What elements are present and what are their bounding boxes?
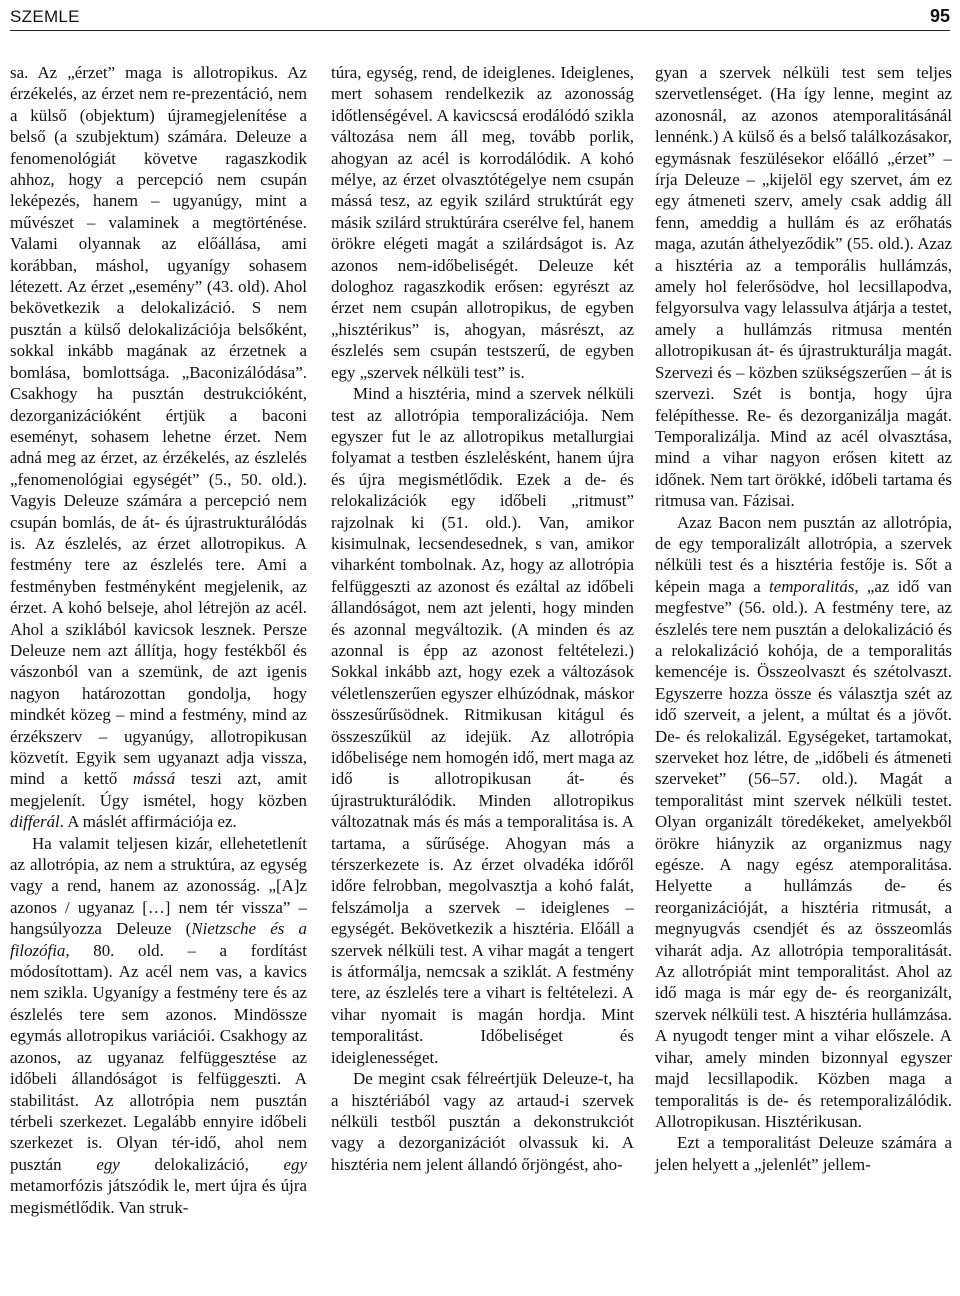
running-header	[10, 2, 950, 31]
section-title: SZEMLE	[10, 7, 80, 26]
paragraph: sa. Az „érzet” maga is allotropikus. Az érzékelés, az érzet nem re-prezentáció, nem a külső (objektum) újramegjelenítése a belső (a szubjektum) számára. Deleuze a fenomenológiát követve ragaszkodik ahhoz, hogy a percepció nem csupán leképezés, hanem – ugyanúgy, mint a művészet – valaminek a megtörténése. Valami olyannak az előállása, ami korábban, máshol, ugyanígy sohasem létezett. Az érzet „esemény” (43. old). Ahol bekövetkezik a delokalizáció. S nem pusztán a külső delokalizációja belsőként, sokkal inkább magának az érzetnek a bomlása, bomlottsága. „Baconizálódása”. Csakhogy ha pusztán destrukcióként, dezorganizációként értjük a baconi eseményt, sohasem lehetne érzet. Nem adná meg az érzet, az érzékelés, az észlelés „fenomenológiai egységét” (5., 50. old.). Vagyis Deleuze számára a percepció nem csupán bomlás, de át- és újrastrukturálódás is. Az észlelés, az érzet allotropikus. A festmény tere az észlelés tere. Ami a festményben festményként megjelenik, az érzet. A kohó belseje, ahol létrejön az acél. Ahol a sziklából kavicsok lesznek. Persze Deleuze nem azt állítja, hogy festékből és vászonból van a szemünk, de azt igenis nagyon határozottan gondolja, hogy mindkét közeg – mind a festmény, mind az érzékszerv – ugyanúgy, allotropikusan közvetít. Egyik sem ugyanazt adja vissza, mind a kettő mássá teszi azt, amit megjelenít. Úgy ismétel, hogy közben differál. A máslét affirmációja ez.	[10, 63, 307, 832]
page-number: 95	[929, 6, 950, 26]
paragraph: gyan a szervek nélküli test sem teljes szervetlenséget. (Ha így lenne, megint az azonosnál, az azonos atemporalitásánál lennénk.) A külső és a belső találkozásakor, egymásnak feszülésekor előálló „érzet” – írja Deleuze – „kijelöl egy szervet, ám ez egy átmeneti szerv, amely csak addig áll fenn, ameddig a hullám és az erőhatás maga, azután áthelyeződik” (55. old.). Azaz a hisztéria az a temporális hullámzás, amely hol felerősödve, hol lecsillapodva, felgyorsulva vagy lelassulva átjárja a testet, amely a hullámzás ritmusa mentén allotropikusan át- és újrastrukturálja magát. Szervezi és – közben szükségszerűen – át is szervezi. Szét is bontja, hogy újra felépíthesse. Re- és dezorganizálja magát. Temporalizálja. Mind az acél olvasztása, mind a vihar nagyon erősen kitett az időnek. Nem tart örökké, időbeli tartama és ritmusa van. Fázisai.	[655, 63, 952, 511]
paragraph: Azaz Bacon nem pusztán az allotrópia, de egy temporalizált allotrópia, a szervek nélküli test és a hisztéria festője is. Sőt a képein maga a temporalitás, „az idő van megfestve” (56. old.). A festmény tere, az észlelés tere nem pusztán a delokalizáció és a relokalizáció kohója, de a temporalitás kemencéje is. Összeolvaszt és szétolvaszt. Egyszerre hozza össze és választja szét az idő szerveit, a jelent, a múltat és a jövőt. De- és relokalizál. Egységeket, tartamokat, szerveket hoz létre, de „időbeli és átmeneti szerveket” (56–57. old.). Magát a temporalitást mint szervek nélküli testet. Olyan organizált töredékeket, amelyekből örökre hiányzik az organizmus nagy egésze. A nagy egész atemporalitása. Helyette a hullámzás de- és reorganizációját, a hisztéria ritmusát, a megnyugvás csendjét és az összeomlás viharát adja. Az allotrópia temporalitását. Az allotrópiát mint temporalitást. Ahol az idő maga is már egy de- és reorganizált, szervek nélküli test. A hisztéria hullámzása. A nyugodt tenger mint a vihar előszele. A vihar, amely minden bizonnyal egyszer majd lecsillapodik. Közben maga a temporalitás is de- és retemporalizálódik. Allotropikusan. Hisztérikusan.	[655, 512, 952, 1131]
text-column-1	[10, 62, 307, 1218]
text-column-3	[655, 62, 952, 1175]
paragraph: Ha valamit teljesen kizár, ellehetetlenít az allotrópia, az nem a struktúra, az egység vagy a rend, hanem az azonosság. „[A]z azonos / ugyanaz […] nem tér vissza” – hangsúlyozza Deleuze (Nietzsche és a filozófia, 80. old. – a fordítást módosítottam). Az acél nem vas, a kavics nem szikla. Ugyanígy a festmény tere és az észlelés tere sem azonos. Mindössze egymás allotropikus variációi. Csakhogy az azonos, az ugyanaz felfüggesztése az időbeli állandóságot is felfüggeszti. A stabilitást. Az allotrópia nem pusztán térbeli szerkezet. Legalább ennyire időbeli szerkezet is. Olyan tér-idő, ahol nem pusztán egy delokalizáció, egy metamorfózis játszódik le, mert újra és újra megismétlődik. Van struk-	[10, 833, 307, 1217]
paragraph: Mind a hisztéria, mind a szervek nélküli test az allotrópia temporalizációja. Nem egyszer fut le az allotropikus metallurgiai folyamat a testben észlelésként, hanem újra és újra megismétlődik. Ezek a de- és relokalizációk egy időbeli „ritmust” rajzolnak ki (51. old.). Van, amikor kisimulnak, lecsendesednek, s van, amikor viharként tombolnak. Az, hogy az allotrópia felfüggeszti az azonost és ezáltal az időbeli állandóságot, nem azt jelenti, hogy minden és azonnal megváltozik. (A minden és az azonnal is épp az azonost feltételezi.) Sokkal inkább azt, hogy ezek a változások véletlenszerűen egyszer elhúzódnak, máskor összesűrűsödnek. Ritmikusan kitágul és összeszűkül az idejük. Az allotrópia időbelisége nem homogén idő, mert maga az idő is allotropikusan át- és újrastrukturálódik. Minden allotropikus változatnak más és más a temporalitása is. A tartama, a sűrűsége. Ahogyan más a térszerkezete is. Az érzet olvadéka időről időre felrobban, megolvasztja a kohó falát, felszámolja a szervek – ideiglenes – egységét. Bekövetkezik a hisztéria. Előáll a szervek nélküli test. A vihar magát a tengert is átformálja, nemcsak a sziklát. A festmény tere, az észlelés tere a vihart is feltételezi. A vihar nyomait is magán hordja. Mint temporalitást. Időbeliséget és ideiglenességet.	[331, 384, 634, 1067]
paragraph: túra, egység, rend, de ideiglenes. Ideiglenes, mert sohasem rendelkezik az azonosság időtlenségével. A kavicscsá erodálódó szikla változása nem áll meg, tovább porlik, ahogyan az acél is korrodálódik. A kohó mélye, az érzet olvasztótégelye nem csupán mássá tesz, az egyik szilárd struktúrát egy másik szilárd struktúrára cserélve fel, hanem örökre elégeti magát a szilárdságot is. Az azonos nem-időbeliségét. Deleuze két dologhoz ragaszkodik erősen: egyrészt az érzet nem csupán allotropikus, de egyben „hisztérikus” is, ahogyan, másrészt, az észlelés sem csupán testszerű, de egyben egy „szervek nélküli test” is.	[331, 63, 634, 382]
paragraph: Ezt a temporalitást Deleuze számára a jelen helyett a „jelenlét” jellem-	[655, 1133, 952, 1174]
paragraph: De megint csak félreértjük Deleuze-t, ha a hisztériából vagy az artaud-i szervek nélküli testből pusztán a dekonstrukciót vagy a dezorganizációt olvassuk ki. A hisztéria nem jelent állandó őrjöngést, aho-	[331, 1069, 634, 1174]
text-column-2	[331, 62, 634, 1175]
